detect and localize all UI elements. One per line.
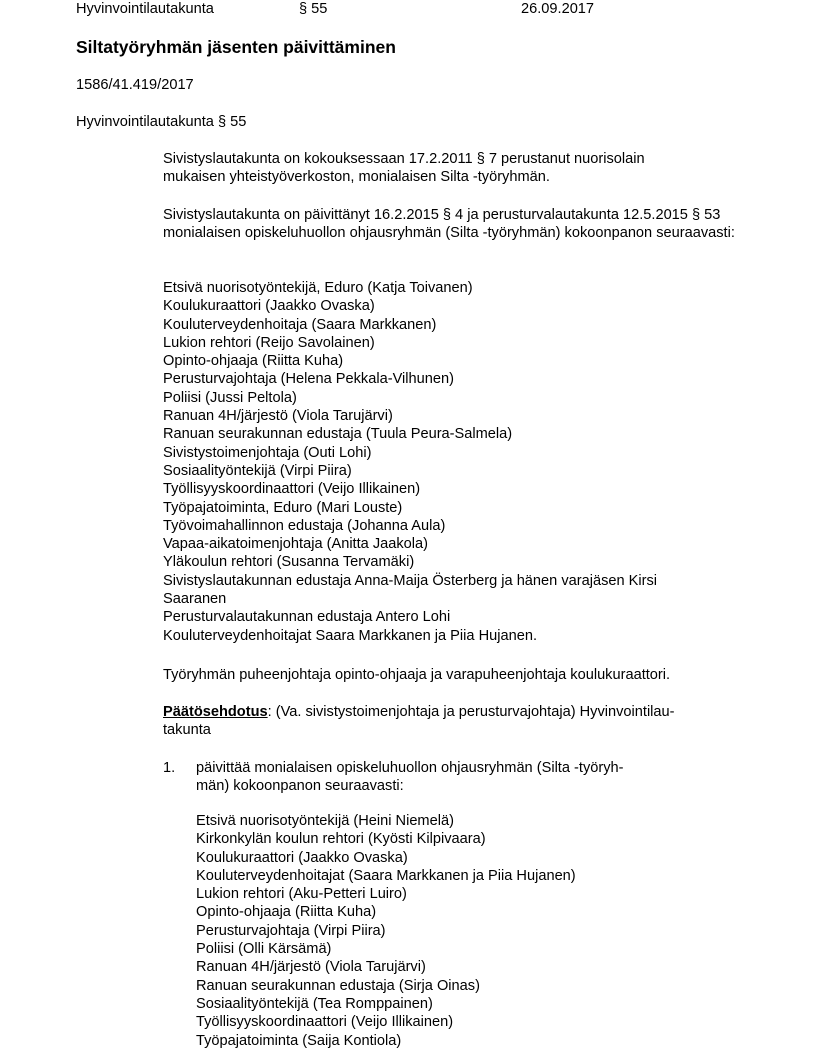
list-item: Ranuan seurakunnan edustaja (Sirja Oinas) <box>196 977 480 994</box>
decision-text-cont: män) kokoonpanon seuraavasti: <box>196 778 404 795</box>
list-item: Kouluterveydenhoitajat (Saara Markkanen ja Piia Hujanen) <box>196 867 576 884</box>
proposal-text: : (Va. sivistystoimenjohtaja ja perusturvajohtaja) Hyvinvointilau- <box>267 704 675 720</box>
list-item: Etsivä nuorisotyöntekijä, Eduro (Katja Toivanen) <box>163 280 473 296</box>
list-item: Ranuan 4H/järjestö (Viola Tarujärvi) <box>163 408 393 425</box>
header-board: Hyvinvointilautakunta <box>76 1 214 17</box>
list-item: Etsivä nuorisotyöntekijä (Heini Niemelä) <box>196 813 454 829</box>
list-item: Sivistyslautakunnan edustaja Anna-Maija Österberg ja hänen varajäsen Kirsi <box>163 572 658 589</box>
list-item: Saaranen <box>163 591 227 608</box>
list-item: Koulukuraattori (Jaakko Ovaska) <box>163 298 375 315</box>
list-item: Perusturvalautakunnan edustaja Antero Lohi <box>163 609 451 626</box>
list-item: Koulukuraattori (Jaakko Ovaska) <box>196 849 408 866</box>
list-item: Työvoimahallinnon edustaja (Johanna Aula) <box>163 517 446 534</box>
board-section: Hyvinvointilautakunta § 55 <box>76 114 247 130</box>
list-item: Lukion rehtori (Aku-Petteri Luiro) <box>196 886 407 903</box>
list-item: Poliisi (Olli Kärsämä) <box>196 941 332 958</box>
decision-item-1 <box>163 759 763 796</box>
document-title: Siltatyöryhmän jäsenten päivittäminen <box>76 37 396 57</box>
list-item: Opinto-ohjaaja (Riitta Kuha) <box>196 904 377 921</box>
list-item: Työpajatoiminta (Saija Kontiola) <box>196 1032 402 1049</box>
list-item: Perusturvajohtaja (Virpi Piira) <box>196 922 386 939</box>
proposal-label: Päätösehdotus <box>163 704 268 720</box>
list-item: Sosiaalityöntekijä (Tea Romppainen) <box>196 995 433 1012</box>
header-date: 26.09.2017 <box>521 1 595 17</box>
previous-members-list <box>163 279 763 645</box>
list-item: Ranuan seurakunnan edustaja (Tuula Peura-Salmela) <box>163 426 513 443</box>
list-item: Kirkonkylän koulun rehtori (Kyösti Kilpivaara) <box>196 831 486 848</box>
list-item: Poliisi (Jussi Peltola) <box>163 389 297 406</box>
list-item: Sivistystoimenjohtaja (Outi Lohi) <box>163 444 372 461</box>
list-item: Lukion rehtori (Reijo Savolainen) <box>163 334 375 351</box>
decision-number: 1. <box>163 760 176 776</box>
list-item: Kouluterveydenhoitaja (Saara Markkanen) <box>163 316 437 333</box>
list-item: Ranuan 4H/järjestö (Viola Tarujärvi) <box>196 959 426 976</box>
list-item: Yläkoulun rehtori (Susanna Tervamäki) <box>163 554 415 571</box>
paragraph-chair: Työryhmän puheenjohtaja opinto-ohjaaja ja varapuheenjohtaja koulukuraattori. <box>163 667 671 683</box>
list-item: Sosiaalityöntekijä (Virpi Piira) <box>163 462 352 479</box>
list-item: Opinto-ohjaaja (Riitta Kuha) <box>163 353 344 370</box>
new-members-list <box>196 812 576 1050</box>
list-item: Kouluterveydenhoitajat Saara Markkanen ja Piia Hujanen. <box>163 627 537 644</box>
paragraph-founding: Sivistyslautakunta on kokouksessaan 17.2.2011 § 7 perustanut nuorisolain mukaisen yhteistyöverkoston, monialaisen Silta -työryhmän. <box>163 151 645 186</box>
paragraph-update: Sivistyslautakunta on päivittänyt 16.2.2015 § 4 ja perusturvalautakunta 12.5.2015 § 53 monialaisen opiskeluhuollon ohjausryhmän (Silta -työryhmän) kokoonpanon seuraavasti: <box>163 207 735 242</box>
reference-number: 1586/41.419/2017 <box>76 77 194 93</box>
proposal-text-cont: takunta <box>163 722 211 739</box>
decision-text: päivittää monialaisen opiskeluhuollon ohjausryhmän (Silta -työryh- <box>196 760 624 776</box>
header-section: § 55 <box>299 1 328 17</box>
proposal-block <box>163 703 763 740</box>
list-item: Työpajatoiminta, Eduro (Mari Louste) <box>163 499 403 516</box>
list-item: Perusturvajohtaja (Helena Pekkala-Vilhunen) <box>163 371 454 388</box>
list-item: Työllisyyskoordinaattori (Veijo Illikainen) <box>196 1014 454 1031</box>
list-item: Työllisyyskoordinaattori (Veijo Illikainen) <box>163 481 421 498</box>
list-item: Vapaa-aikatoimenjohtaja (Anitta Jaakola) <box>163 536 429 553</box>
